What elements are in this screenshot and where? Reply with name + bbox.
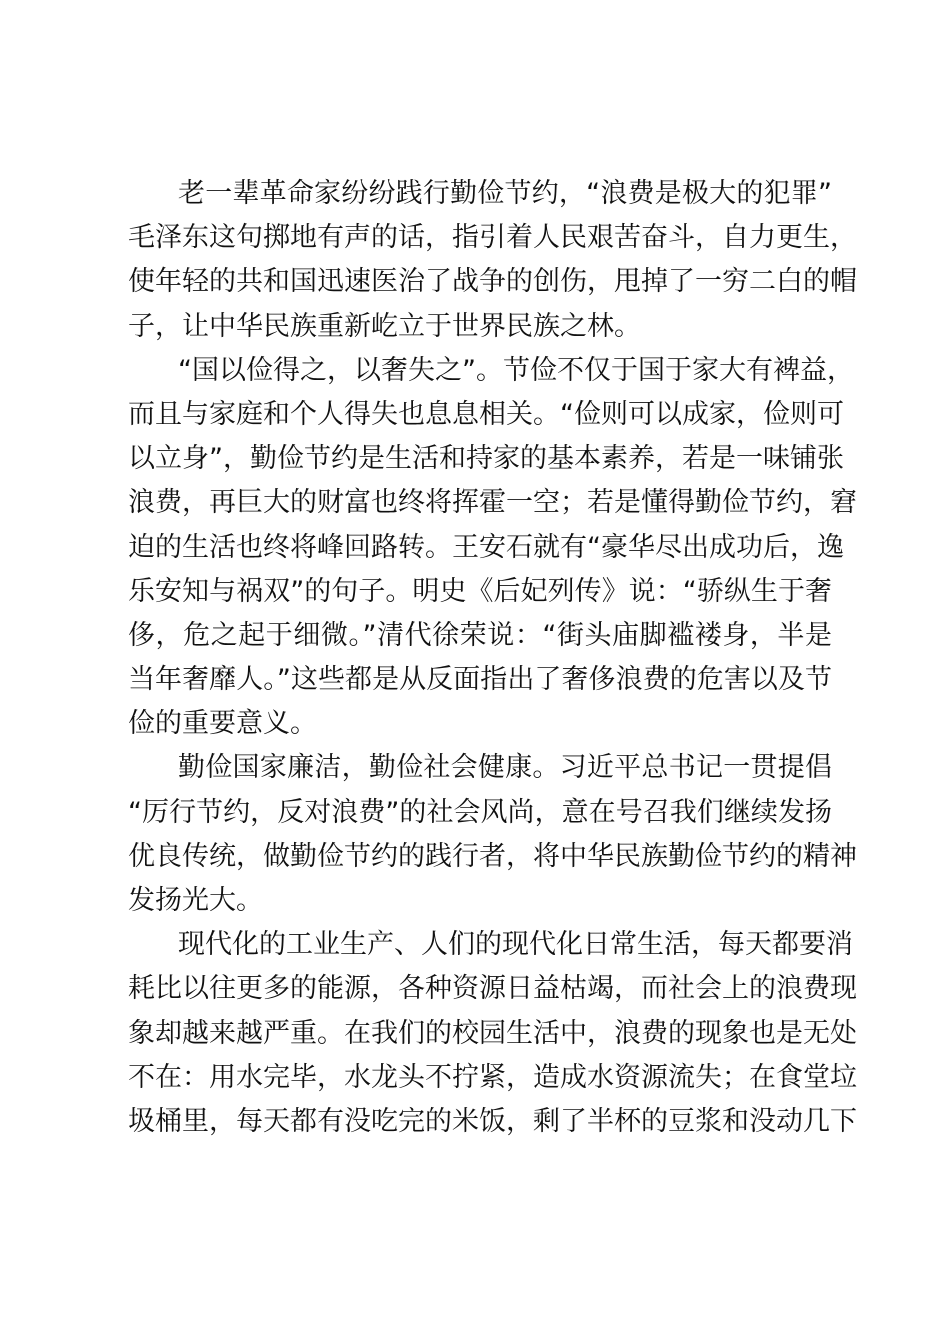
text-line: 使年轻的共和国迅速医治了战争的创伤，甩掉了一穷二白的帽 — [128, 266, 857, 298]
text-line: 乐安知与祸双”的句子。明史《后妃列传》说：“骄纵生于奢 — [128, 575, 832, 607]
text-line: 侈，危之起于细微。”清代徐荣说：“街头庙脚褴褛身，半是 — [128, 619, 832, 651]
text-line: 子，让中华民族重新屹立于世界民族之林。 — [128, 310, 641, 342]
text-line: “厉行节约，反对浪费”的社会风尚，意在号召我们继续发扬 — [128, 796, 832, 828]
text-line: 发扬光大。 — [128, 885, 263, 916]
text-line: 象却越来越严重。在我们的校园生活中，浪费的现象也是无处 — [128, 1017, 857, 1049]
text-line: “国以俭得之，以奢失之”。节俭不仅于国于家大有裨益， — [178, 354, 854, 386]
text-line: 迫的生活也终将峰回路转。王安石就有“豪华尽出成功后，逸 — [128, 531, 844, 563]
text-line: 勤俭国家廉洁，勤俭社会健康。习近平总书记一贯提倡 — [178, 752, 832, 784]
text-line: 耗比以往更多的能源，各种资源日益枯竭，而社会上的浪费现 — [128, 973, 857, 1005]
text-line: 老一辈革命家纷纷践行勤俭节约，“浪费是极大的犯罪” — [178, 178, 832, 209]
paragraph-nation-society — [128, 746, 857, 923]
paragraph-thrift-benefits — [128, 349, 857, 747]
text-line: 浪费，再巨大的财富也终将挥霍一空；若是懂得勤俭节约，窘 — [128, 487, 857, 519]
text-line: 当年奢靡人。”这些都是从反面指出了奢侈浪费的危害以及节 — [128, 664, 832, 696]
text-line: 优良传统，做勤俭节约的践行者，将中华民族勤俭节约的精神 — [128, 840, 857, 872]
text-line: 以立身”，勤俭节约是生活和持家的基本素养，若是一味铺张 — [128, 443, 844, 475]
paragraph-modern-waste — [128, 923, 857, 1144]
text-line: 圾桶里，每天都有没吃完的米饭，剩了半杯的豆浆和没动几下 — [128, 1105, 857, 1137]
text-line: 不在：用水完毕，水龙头不拧紧，造成水资源流失；在食堂垃 — [128, 1061, 857, 1093]
text-line: 俭的重要意义。 — [128, 708, 317, 740]
text-line: 而且与家庭和个人得失也息息相关。“俭则可以成家，俭则可 — [128, 398, 844, 430]
document-body — [128, 172, 857, 1144]
text-line: 现代化的工业生产、人们的现代化日常生活，每天都要消 — [178, 929, 853, 961]
text-line: 毛泽东这句掷地有声的话，指引着人民艰苦奋斗，自力更生， — [128, 222, 857, 254]
paragraph-revolutionaries-thrift — [128, 172, 857, 349]
